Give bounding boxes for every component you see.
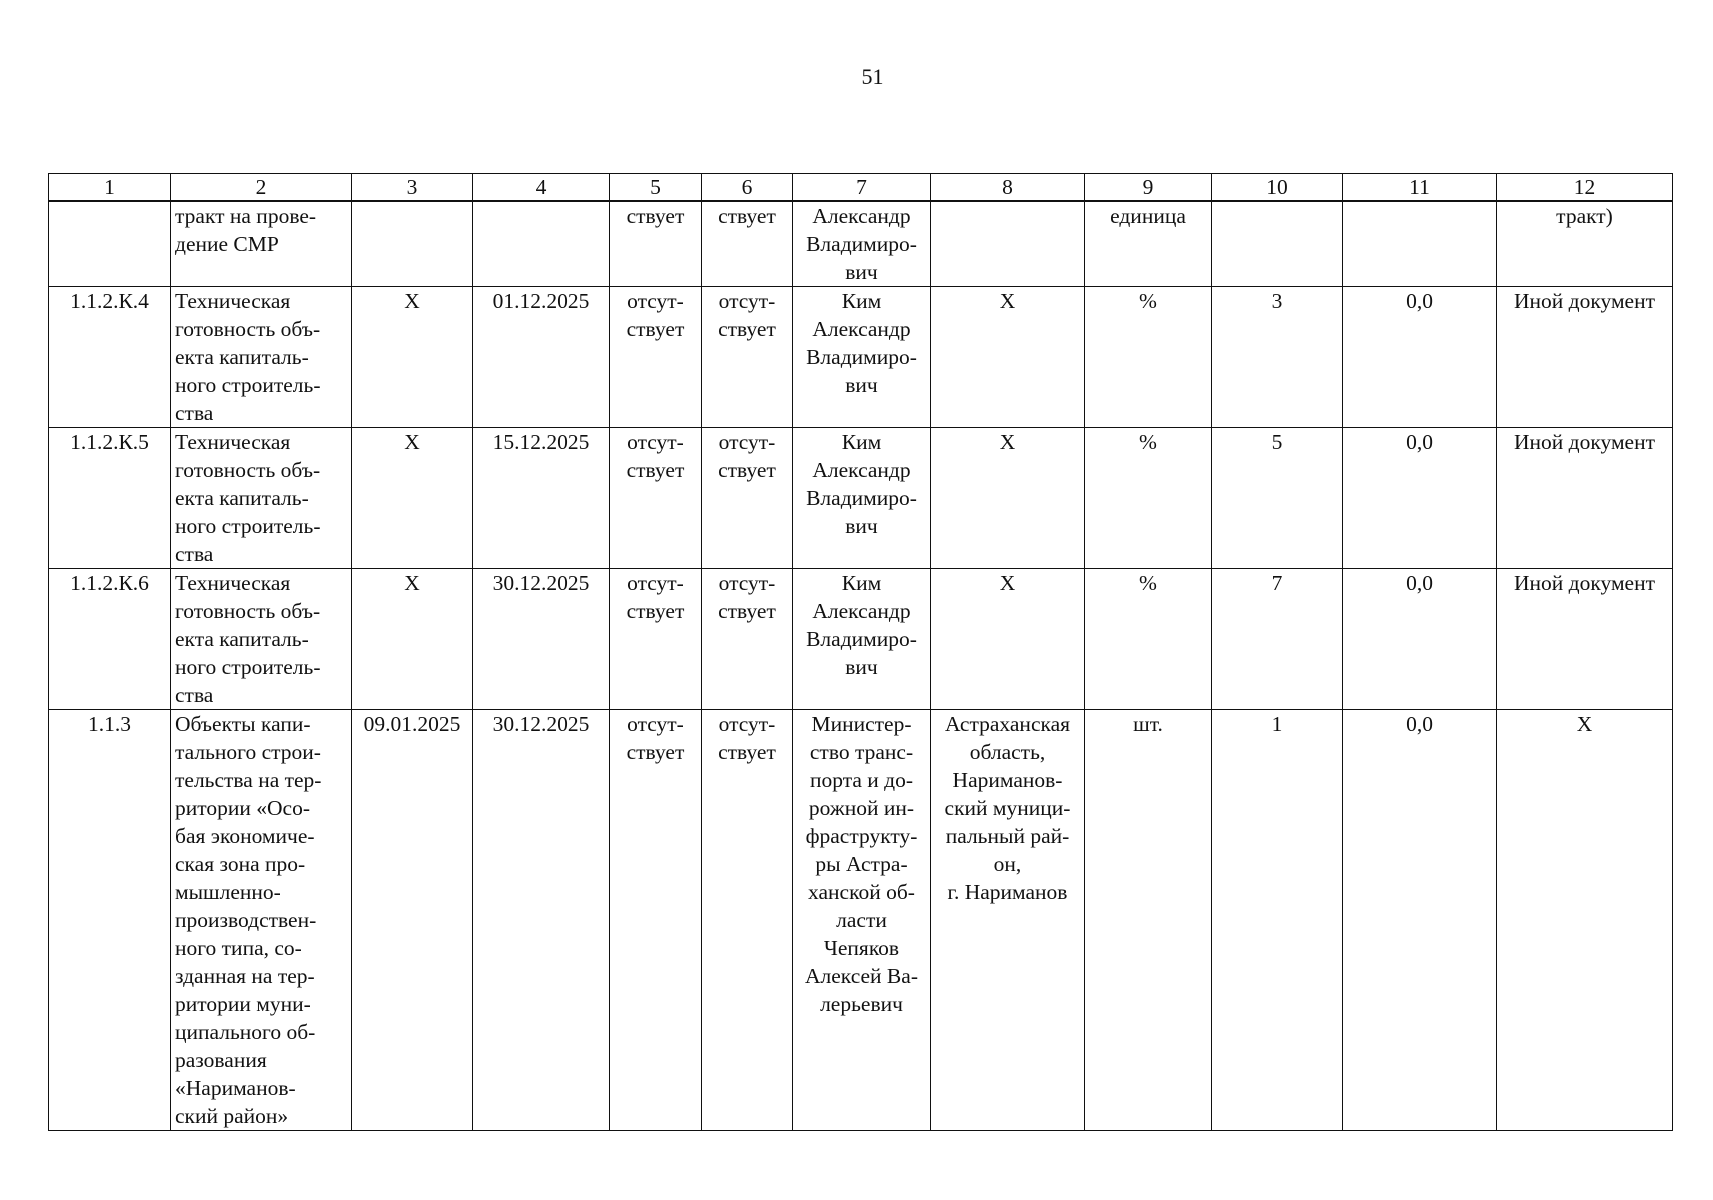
- table-cell: [49, 201, 171, 287]
- table-cell: X: [352, 569, 473, 710]
- table-cell: 5: [1212, 428, 1343, 569]
- table-cell: 15.12.2025: [473, 428, 610, 569]
- table-cell: 0,0: [1343, 428, 1497, 569]
- page-number: 51: [861, 64, 884, 89]
- table-cell: %: [1085, 569, 1212, 710]
- table-cell: ствует: [610, 201, 702, 287]
- table-cell: 09.01.2025: [352, 710, 473, 1131]
- table-row: [49, 569, 1673, 710]
- column-number: 5: [610, 174, 702, 202]
- table-cell: [1212, 201, 1343, 287]
- table-cell: 7: [1212, 569, 1343, 710]
- column-number: 9: [1085, 174, 1212, 202]
- table-cell: [473, 201, 610, 287]
- table-cell: отсут- ствует: [610, 428, 702, 569]
- table-cell: 1.1.2.К.5: [49, 428, 171, 569]
- table-cell: Министер- ство транс- порта и до- рожной ин- фраструкту- ры Астра- ханской об- ласти Чепяков Алексей Ва- лерьевич: [793, 710, 931, 1131]
- plan-table: [48, 173, 1673, 1131]
- table-cell: Объекты капи- тального строи- тельства на тер- ритории «Осо- бая экономиче- ская зона про- мышленно- производствен- ного типа, со- зданная на тер- ритории муни- ципального об- разования «Нариманов- ский район»: [171, 710, 352, 1131]
- table-cell: ствует: [702, 201, 793, 287]
- column-number: 3: [352, 174, 473, 202]
- table-cell: Техническая готовность объ- екта капиталь- ного строитель- ства: [171, 569, 352, 710]
- column-number: 12: [1497, 174, 1673, 202]
- table-cell: X: [931, 569, 1085, 710]
- table-cell: X: [352, 428, 473, 569]
- table-cell: Ким Александр Владимиро- вич: [793, 428, 931, 569]
- table-cell: %: [1085, 287, 1212, 428]
- table-cell: %: [1085, 428, 1212, 569]
- table-row: [49, 428, 1673, 569]
- table-cell: 3: [1212, 287, 1343, 428]
- column-number: 2: [171, 174, 352, 202]
- table-cell: отсут- ствует: [702, 710, 793, 1131]
- table-cell: Иной документ: [1497, 569, 1673, 710]
- table-cell: X: [931, 287, 1085, 428]
- column-number: 4: [473, 174, 610, 202]
- table-cell: отсут- ствует: [702, 428, 793, 569]
- table-row: [49, 201, 1673, 287]
- column-number: 8: [931, 174, 1085, 202]
- table-cell: [931, 201, 1085, 287]
- table-cell: 1.1.2.К.4: [49, 287, 171, 428]
- table-cell: 0,0: [1343, 569, 1497, 710]
- table-cell: 30.12.2025: [473, 569, 610, 710]
- table-cell: [352, 201, 473, 287]
- table-cell: Александр Владимиро- вич: [793, 201, 931, 287]
- table-cell: X: [1497, 710, 1673, 1131]
- table-cell: Техническая готовность объ- екта капиталь- ного строитель- ства: [171, 287, 352, 428]
- table-cell: Иной документ: [1497, 287, 1673, 428]
- table-cell: 1.1.3: [49, 710, 171, 1131]
- table-cell: тракт): [1497, 201, 1673, 287]
- table-cell: отсут- ствует: [702, 287, 793, 428]
- table-cell: отсут- ствует: [610, 710, 702, 1131]
- table-cell: X: [352, 287, 473, 428]
- table-cell: 0,0: [1343, 710, 1497, 1131]
- table-cell: Ким Александр Владимиро- вич: [793, 287, 931, 428]
- table-cell: отсут- ствует: [610, 569, 702, 710]
- table-row: [49, 710, 1673, 1131]
- table-cell: отсут- ствует: [702, 569, 793, 710]
- column-number: 1: [49, 174, 171, 202]
- column-numbers-row: [49, 174, 1673, 202]
- table-cell: Ким Александр Владимиро- вич: [793, 569, 931, 710]
- table-cell: Иной документ: [1497, 428, 1673, 569]
- column-number: 7: [793, 174, 931, 202]
- table-cell: [1343, 201, 1497, 287]
- table-cell: отсут- ствует: [610, 287, 702, 428]
- table-cell: 01.12.2025: [473, 287, 610, 428]
- table-cell: 0,0: [1343, 287, 1497, 428]
- table-cell: шт.: [1085, 710, 1212, 1131]
- table-cell: единица: [1085, 201, 1212, 287]
- column-number: 11: [1343, 174, 1497, 202]
- table-cell: тракт на прове- дение СМР: [171, 201, 352, 287]
- table-row: [49, 287, 1673, 428]
- table-cell: 1: [1212, 710, 1343, 1131]
- table-cell: Техническая готовность объ- екта капиталь- ного строитель- ства: [171, 428, 352, 569]
- column-number: 6: [702, 174, 793, 202]
- table-cell: X: [931, 428, 1085, 569]
- column-number: 10: [1212, 174, 1343, 202]
- table-cell: 30.12.2025: [473, 710, 610, 1131]
- table-cell: 1.1.2.К.6: [49, 569, 171, 710]
- table-cell: Астраханская область, Нариманов- ский муници- пальный рай- он, г. Нариманов: [931, 710, 1085, 1131]
